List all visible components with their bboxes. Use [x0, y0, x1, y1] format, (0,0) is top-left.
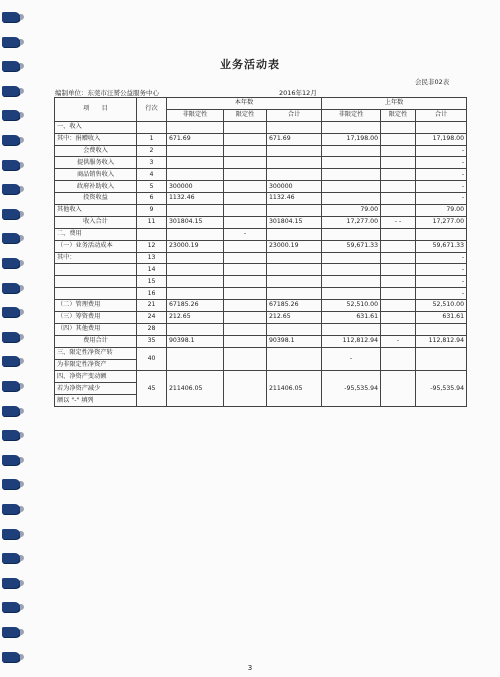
binding-ring	[2, 12, 20, 22]
cell-prior-unrestricted: 17,277.00	[322, 216, 381, 228]
binding-ring	[2, 652, 20, 662]
cell-prior-total: 52,510.00	[416, 300, 467, 312]
cell-prior-unrestricted: 79.00	[322, 205, 381, 217]
cell-prior-unrestricted	[322, 323, 381, 335]
cell-current-total	[267, 264, 322, 276]
cell-current-total: 671.69	[267, 133, 322, 145]
binding-ring	[2, 430, 20, 440]
cell-current-restricted	[224, 276, 267, 288]
cell-prior-unrestricted: 112,812.94	[322, 335, 381, 347]
cell-current-unrestricted: 301804.15	[167, 216, 224, 228]
transfer-label-line1: 三、限定性净资产转	[55, 347, 137, 359]
binding-ring	[2, 233, 20, 243]
transfer-prior-unrestricted: -	[322, 347, 381, 371]
cell-current-total	[267, 157, 322, 169]
binding-ring	[2, 332, 20, 342]
table-row	[55, 264, 467, 276]
cell-current-total: 90398.1	[267, 335, 322, 347]
cell-prior-unrestricted	[322, 228, 381, 240]
cell-prior-restricted: -	[381, 335, 416, 347]
table-row	[55, 133, 467, 145]
binding-ring	[2, 283, 20, 293]
binding-ring	[2, 455, 20, 465]
header-prior-total: 合计	[416, 109, 467, 121]
row-item-label: （二）管理费用	[55, 300, 137, 312]
binding-ring	[2, 37, 20, 47]
cell-prior-unrestricted: 17,198.00	[322, 133, 381, 145]
activity-table	[54, 97, 467, 407]
cell-current-unrestricted	[167, 228, 224, 240]
cell-prior-unrestricted: 52,510.00	[322, 300, 381, 312]
row-item-label: 提供服务收入	[55, 157, 137, 169]
cell-current-unrestricted	[167, 121, 224, 133]
table-cell	[224, 347, 267, 371]
header-prior-unrestricted: 非限定性	[322, 109, 381, 121]
row-number: 24	[137, 312, 167, 324]
binding-ring	[2, 602, 20, 612]
cell-current-restricted	[224, 157, 267, 169]
cell-prior-total: 17,198.00	[416, 133, 467, 145]
row-item-label: 其他收入	[55, 205, 137, 217]
row-number: 13	[137, 252, 167, 264]
cell-prior-restricted	[381, 181, 416, 193]
cell-prior-unrestricted	[322, 157, 381, 169]
row-item-label: 一、收入	[55, 121, 137, 133]
cell-current-unrestricted	[167, 252, 224, 264]
row-number: 1	[137, 133, 167, 145]
cell-prior-restricted	[381, 193, 416, 205]
cell-current-restricted: -	[224, 228, 267, 240]
cell-current-restricted	[224, 181, 267, 193]
spiral-binding	[0, 0, 26, 677]
binding-ring	[2, 479, 20, 489]
binding-ring	[2, 184, 20, 194]
cell-current-restricted	[224, 145, 267, 157]
binding-ring	[2, 529, 20, 539]
cell-current-total	[267, 288, 322, 300]
table-row	[55, 145, 467, 157]
cell-prior-total: -	[416, 193, 467, 205]
table-body	[55, 121, 467, 347]
header-prior-year: 上年数	[322, 98, 467, 110]
row-item-label: 商品销售收入	[55, 169, 137, 181]
row-number: 16	[137, 288, 167, 300]
cell-prior-restricted	[381, 228, 416, 240]
table-row	[55, 216, 467, 228]
change-row-number: 45	[137, 371, 167, 407]
cell-current-restricted	[224, 252, 267, 264]
cell-prior-total	[416, 228, 467, 240]
table-row	[55, 276, 467, 288]
cell-prior-total: -	[416, 264, 467, 276]
row-number: 2	[137, 145, 167, 157]
row-number: 14	[137, 264, 167, 276]
cell-prior-total: -	[416, 276, 467, 288]
row-number: 21	[137, 300, 167, 312]
report-period: 2016年12月	[279, 89, 317, 97]
table-row	[55, 323, 467, 335]
cell-current-restricted	[224, 205, 267, 217]
table-row	[55, 252, 467, 264]
row-item-label: 其中：捐赠收入	[55, 133, 137, 145]
cell-current-total: 301804.15	[267, 216, 322, 228]
cell-current-unrestricted: 212.65	[167, 312, 224, 324]
cell-current-total	[267, 121, 322, 133]
table-row	[55, 193, 467, 205]
cell-prior-restricted	[381, 252, 416, 264]
table-row	[55, 157, 467, 169]
cell-prior-restricted	[381, 312, 416, 324]
cell-prior-total: 112,812.94	[416, 335, 467, 347]
cell-prior-total: -	[416, 252, 467, 264]
row-item-label: 会费收入	[55, 145, 137, 157]
cell-prior-unrestricted: 59,671.33	[322, 240, 381, 252]
table-row	[55, 347, 467, 359]
cell-prior-total	[416, 121, 467, 133]
table-body-tail	[55, 347, 467, 406]
cell-prior-unrestricted	[322, 169, 381, 181]
cell-current-unrestricted	[167, 169, 224, 181]
row-number: 6	[137, 193, 167, 205]
cell-prior-total: -	[416, 181, 467, 193]
cell-current-restricted	[224, 240, 267, 252]
cell-prior-unrestricted	[322, 121, 381, 133]
cell-prior-unrestricted	[322, 193, 381, 205]
table-row	[55, 300, 467, 312]
binding-ring	[2, 406, 20, 416]
cell-current-total	[267, 205, 322, 217]
binding-ring	[2, 135, 20, 145]
row-number: 35	[137, 335, 167, 347]
cell-prior-total: 17,277.00	[416, 216, 467, 228]
cell-prior-unrestricted: 631.61	[322, 312, 381, 324]
change-current-unrestricted: 211406.05	[167, 371, 224, 407]
row-item-label: （一）业务活动成本	[55, 240, 137, 252]
cell-prior-unrestricted	[322, 288, 381, 300]
row-item-label	[55, 288, 137, 300]
binding-ring	[2, 209, 20, 219]
table-row	[55, 371, 467, 383]
cell-current-restricted	[224, 121, 267, 133]
cell-current-restricted	[224, 312, 267, 324]
cell-current-unrestricted: 67185.26	[167, 300, 224, 312]
row-number: 4	[137, 169, 167, 181]
cell-prior-unrestricted	[322, 181, 381, 193]
transfer-label-line2: 为非限定性净资产	[55, 359, 137, 371]
row-item-label	[55, 276, 137, 288]
table-cell	[167, 347, 224, 371]
cell-current-unrestricted	[167, 157, 224, 169]
cell-current-total	[267, 145, 322, 157]
binding-ring	[2, 553, 20, 563]
cell-current-restricted	[224, 133, 267, 145]
cell-prior-restricted	[381, 264, 416, 276]
cell-current-unrestricted: 300000	[167, 181, 224, 193]
cell-current-restricted	[224, 323, 267, 335]
cell-prior-total: -	[416, 169, 467, 181]
cell-current-restricted	[224, 193, 267, 205]
change-prior-unrestricted: -95,535.94	[322, 371, 381, 407]
change-current-restricted	[224, 371, 267, 407]
row-number: 12	[137, 240, 167, 252]
cell-current-restricted	[224, 288, 267, 300]
cell-current-restricted	[224, 335, 267, 347]
reporting-unit: 编制单位：东莞市汪赟公益服务中心	[55, 89, 159, 97]
table-row	[55, 181, 467, 193]
cell-current-unrestricted: 90398.1	[167, 335, 224, 347]
cell-prior-restricted	[381, 145, 416, 157]
table-cell	[267, 347, 322, 371]
cell-current-total: 300000	[267, 181, 322, 193]
row-item-label: 政府补助收入	[55, 181, 137, 193]
row-item-label	[55, 264, 137, 276]
row-number: 3	[137, 157, 167, 169]
row-number: 28	[137, 323, 167, 335]
cell-current-restricted	[224, 216, 267, 228]
cell-current-unrestricted	[167, 288, 224, 300]
cell-current-total	[267, 276, 322, 288]
row-item-label: 投资收益	[55, 193, 137, 205]
binding-ring	[2, 86, 20, 96]
row-number: 9	[137, 205, 167, 217]
cell-current-total	[267, 323, 322, 335]
binding-ring	[2, 504, 20, 514]
binding-ring	[2, 578, 20, 588]
cell-current-unrestricted: 1132.46	[167, 193, 224, 205]
cell-prior-unrestricted	[322, 264, 381, 276]
row-item-label: 其中：	[55, 252, 137, 264]
table-row	[55, 312, 467, 324]
row-item-label: 二、费用	[55, 228, 137, 240]
cell-current-unrestricted	[167, 264, 224, 276]
row-number: 11	[137, 216, 167, 228]
cell-current-total	[267, 228, 322, 240]
row-number	[137, 228, 167, 240]
cell-current-unrestricted	[167, 145, 224, 157]
header-item: 项 目	[55, 98, 137, 122]
header-current-restricted: 限定性	[224, 109, 267, 121]
table-row	[55, 228, 467, 240]
cell-prior-restricted	[381, 300, 416, 312]
table-row	[55, 205, 467, 217]
report-title: 业务活动表	[220, 58, 280, 71]
table-row	[55, 169, 467, 181]
change-label-line3: 额以 "-" 填列	[55, 395, 137, 407]
row-item-label: （四）其他费用	[55, 323, 137, 335]
cell-prior-total: 631.61	[416, 312, 467, 324]
row-number: 5	[137, 181, 167, 193]
header-row-number: 行次	[137, 98, 167, 122]
cell-prior-unrestricted	[322, 276, 381, 288]
binding-ring	[2, 627, 20, 637]
cell-prior-total: -	[416, 157, 467, 169]
change-prior-restricted	[381, 371, 416, 407]
cell-prior-restricted: - -	[381, 216, 416, 228]
cell-current-unrestricted	[167, 205, 224, 217]
cell-prior-restricted	[381, 276, 416, 288]
cell-current-unrestricted: 671.69	[167, 133, 224, 145]
transfer-row-number: 40	[137, 347, 167, 371]
change-label-line2: 若为净资产减少	[55, 383, 137, 395]
header-current-total: 合计	[267, 109, 322, 121]
cell-prior-total: -	[416, 145, 467, 157]
change-prior-total: -95,535.94	[416, 371, 467, 407]
cell-prior-total: -	[416, 288, 467, 300]
cell-current-restricted	[224, 264, 267, 276]
binding-ring	[2, 258, 20, 268]
cell-current-total	[267, 169, 322, 181]
cell-current-unrestricted	[167, 323, 224, 335]
table-row	[55, 335, 467, 347]
cell-prior-total: 79.00	[416, 205, 467, 217]
binding-ring	[2, 307, 20, 317]
cell-prior-restricted	[381, 240, 416, 252]
header-current-unrestricted: 非限定性	[167, 109, 224, 121]
form-number: 会民非02表	[415, 78, 450, 86]
cell-prior-restricted	[381, 133, 416, 145]
binding-ring	[2, 110, 20, 120]
change-label-line1: 四、净资产变动额	[55, 371, 137, 383]
table-cell	[381, 347, 416, 371]
change-current-total: 211406.05	[267, 371, 322, 407]
table-cell	[416, 347, 467, 371]
cell-prior-restricted	[381, 169, 416, 181]
row-number	[137, 121, 167, 133]
row-number: 15	[137, 276, 167, 288]
cell-prior-restricted	[381, 157, 416, 169]
cell-prior-unrestricted	[322, 252, 381, 264]
cell-current-total: 67185.26	[267, 300, 322, 312]
cell-prior-restricted	[381, 205, 416, 217]
table-row	[55, 240, 467, 252]
cell-current-total: 212.65	[267, 312, 322, 324]
header-prior-restricted: 限定性	[381, 109, 416, 121]
row-item-label: 费用合计	[55, 335, 137, 347]
cell-prior-total	[416, 323, 467, 335]
row-item-label: （三）筹资费用	[55, 312, 137, 324]
cell-prior-restricted	[381, 323, 416, 335]
cell-current-restricted	[224, 300, 267, 312]
binding-ring	[2, 381, 20, 391]
row-item-label: 收入合计	[55, 216, 137, 228]
cell-current-unrestricted: 23000.19	[167, 240, 224, 252]
binding-ring	[2, 160, 20, 170]
cell-current-total	[267, 252, 322, 264]
cell-current-restricted	[224, 169, 267, 181]
cell-prior-unrestricted	[322, 145, 381, 157]
cell-prior-restricted	[381, 288, 416, 300]
cell-current-total: 23000.19	[267, 240, 322, 252]
binding-ring	[2, 356, 20, 366]
table-row	[55, 288, 467, 300]
cell-prior-restricted	[381, 121, 416, 133]
cell-current-total: 1132.46	[267, 193, 322, 205]
header-current-year: 本年数	[167, 98, 322, 110]
cell-current-unrestricted	[167, 276, 224, 288]
cell-prior-total: 59,671.33	[416, 240, 467, 252]
table-row	[55, 121, 467, 133]
page-number: 3	[247, 664, 253, 672]
